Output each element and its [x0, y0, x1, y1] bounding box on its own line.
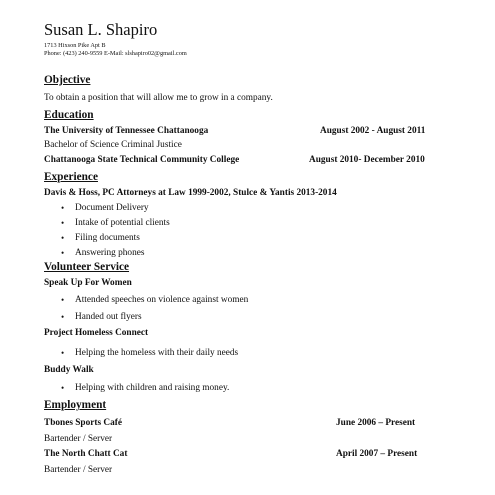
address-line: 1713 Hixson Pike Apt B	[44, 42, 106, 49]
resume-name: Susan L. Shapiro	[44, 20, 158, 39]
bullet-icon: •	[61, 295, 65, 305]
education-school: Chattanooga State Technical Community College	[44, 155, 240, 165]
employment-role: Bartender / Server	[44, 465, 113, 475]
employment-dates: April 2007 – Present	[336, 449, 418, 459]
duty-item: Filing documents	[75, 233, 140, 243]
duty-item: Intake of potential clients	[75, 218, 170, 228]
volunteer-org: Project Homeless Connect	[44, 328, 149, 338]
education-dates: August 2010- December 2010	[309, 155, 425, 165]
education-school: The University of Tennessee Chattanooga	[44, 126, 209, 136]
employer-name: Tbones Sports Café	[44, 418, 122, 428]
bullet-icon: •	[61, 383, 65, 393]
volunteer-heading: Volunteer Service	[44, 261, 130, 273]
employment-dates: June 2006 – Present	[336, 418, 416, 428]
experience-heading: Experience	[44, 171, 98, 183]
employment-role: Bartender / Server	[44, 434, 113, 444]
bullet-icon: •	[61, 312, 65, 322]
bullet-icon: •	[61, 248, 65, 258]
employer-name: The North Chatt Cat	[44, 449, 128, 459]
bullet-icon: •	[61, 348, 65, 358]
volunteer-org: Speak Up For Women	[44, 278, 132, 288]
objective-heading: Objective	[44, 74, 91, 86]
volunteer-duty: Helping the homeless with their daily needs	[75, 348, 239, 358]
duty-item: Document Delivery	[75, 203, 149, 213]
bullet-icon: •	[61, 233, 65, 243]
duty-item: Answering phones	[75, 248, 145, 258]
volunteer-duty: Attended speeches on violence against women	[75, 295, 249, 305]
objective-text: To obtain a position that will allow me to grow in a company.	[44, 93, 273, 103]
education-degree: Bachelor of Science Criminal Justice	[44, 140, 182, 150]
employment-heading: Employment	[44, 399, 107, 411]
volunteer-org: Buddy Walk	[44, 365, 94, 375]
bullet-icon: •	[61, 203, 65, 213]
volunteer-duty: Helping with children and raising money.	[75, 383, 230, 393]
experience-job: Davis & Hoss, PC Attorneys at Law 1999-2002, Stulce & Yantis 2013-2014	[44, 188, 337, 198]
education-dates: August 2002 - August 2011	[320, 126, 426, 136]
education-heading: Education	[44, 109, 94, 121]
volunteer-duty: Handed out flyers	[75, 312, 142, 322]
contact-line: Phone: (423) 240-9559 E-Mail: slshapiro02@gmail.com	[44, 50, 187, 57]
bullet-icon: •	[61, 218, 65, 228]
